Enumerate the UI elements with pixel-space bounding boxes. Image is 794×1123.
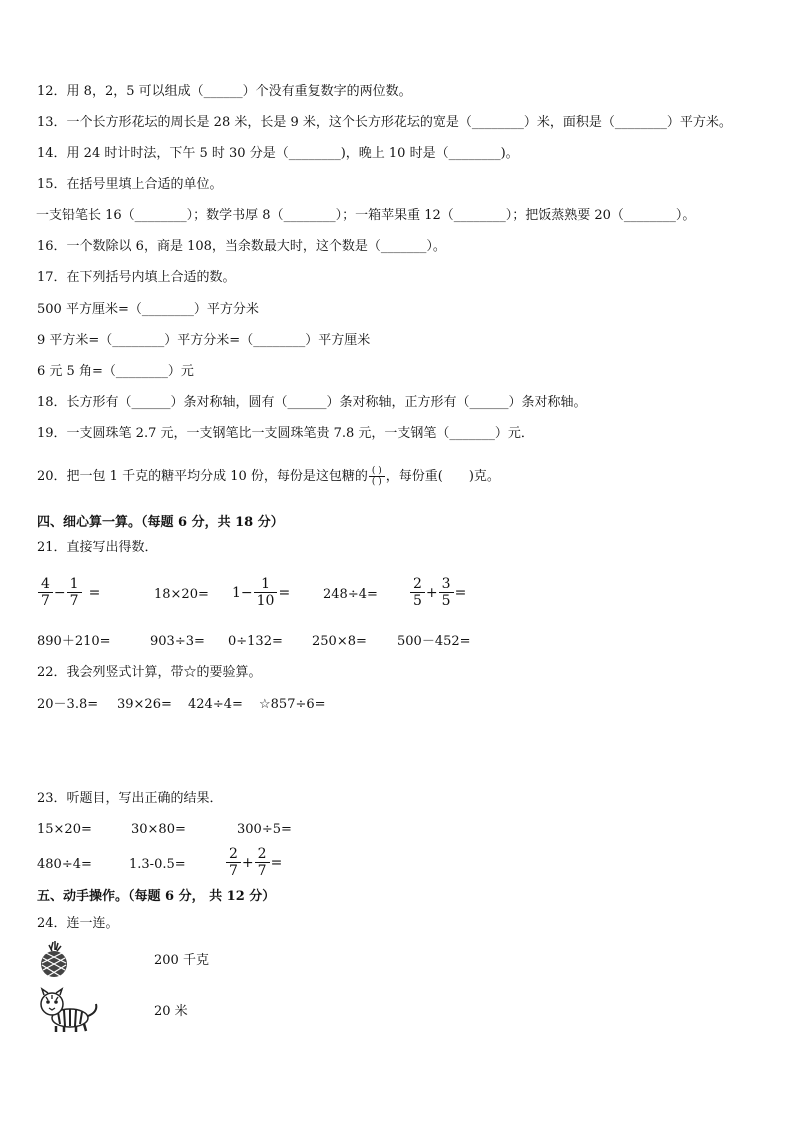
operator: − — [53, 584, 66, 601]
denominator: 10 — [256, 593, 275, 609]
fraction — [410, 576, 425, 609]
calc-expression: ☆857÷6= — [259, 697, 326, 712]
calc-expression: 15×20= — [37, 822, 92, 837]
question-22: 22．我会列竖式计算，带☆的要验算。 — [37, 665, 262, 680]
numerator: 4 — [38, 576, 53, 593]
question-19: 19．一支圆珠笔 2.7 元，一支钢笔比一支圆珠笔贵 7.8 元，一支钢笔（_______）元． — [37, 426, 534, 441]
denominator: 7 — [257, 863, 267, 879]
numerator: 3 — [439, 576, 454, 593]
match-label: 20 米 — [154, 1004, 188, 1019]
calc-expression: 903÷3= — [150, 634, 205, 649]
denominator: 7 — [69, 593, 79, 609]
question-15-blanks: 一支铅笔长 16（________）；数学书厚 8（________）；一箱苹果重 12（________）；把饭蒸熟要 20（________）。 — [36, 208, 696, 223]
question-17: 17．在下列括号内填上合适的数。 — [37, 270, 236, 285]
fraction — [67, 576, 82, 609]
fraction — [255, 846, 270, 879]
question-14: 14．用 24 时计时法，下午 5 时 30 分是（________)，晚上 10 时是（________)。 — [37, 146, 519, 161]
question-15: 15．在括号里填上合适的单位。 — [37, 177, 223, 192]
numerator: 2 — [226, 846, 241, 863]
question-13: 13．一个长方形花坛的周长是 28 米，长是 9 米，这个长方形花坛的宽是（________）米，面积是（________）平方米。 — [37, 115, 732, 130]
calc-expression: 39×26= — [117, 697, 172, 712]
fraction — [254, 576, 278, 609]
calc-expression: 424÷4= — [188, 697, 243, 712]
numerator: 2 — [410, 576, 425, 593]
question-16: 16．一个数除以 6，商是 108，当余数最大时，这个数是（_______）。 — [37, 239, 446, 254]
denominator: 5 — [441, 593, 451, 609]
calc-expression: 20－3.8= — [37, 697, 99, 712]
equals: = — [88, 584, 101, 601]
equals: = — [270, 854, 283, 871]
question-20-text: 20．把一包 1 千克的糖平均分成 10 份，每份是这包糖的 — [37, 469, 368, 484]
denominator: 5 — [413, 593, 422, 609]
tiger-icon — [36, 986, 102, 1034]
question-20 — [37, 466, 500, 487]
fraction — [226, 846, 241, 879]
calc-expression: 1.3-0.5= — [129, 857, 186, 872]
calc-expression: 18×20= — [154, 587, 209, 602]
operand: 1− — [232, 584, 253, 601]
calc-expression: 890＋210= — [37, 634, 111, 649]
question-17-line-3: 6 元 5 角=（________）元 — [37, 364, 194, 379]
section-5-title: 五、动手操作。（每题 6 分， 共 12 分） — [37, 889, 276, 904]
calc-expression: 0÷132= — [228, 634, 283, 649]
numerator: 1 — [254, 576, 278, 593]
question-21: 21．直接写出得数． — [37, 540, 158, 555]
numerator: 2 — [255, 846, 270, 863]
calc-expression: 30×80= — [131, 822, 186, 837]
question-23: 23．听题目，写出正确的结果． — [37, 791, 223, 806]
equals: = — [454, 584, 467, 601]
equals: = — [278, 584, 291, 601]
question-20-tail: ，每份重( )克。 — [385, 469, 500, 484]
denominator: 7 — [229, 863, 238, 879]
fraction — [38, 576, 53, 609]
match-label: 200 千克 — [154, 953, 209, 968]
fraction-denominator: ( ) — [371, 477, 382, 487]
calc-fraction-add — [409, 576, 466, 609]
fraction-numerator: ( ) — [369, 466, 385, 477]
calc-expression: 500－452= — [397, 634, 471, 649]
question-17-line-2: 9 平方米=（________）平方分米=（________）平方厘米 — [37, 333, 371, 348]
calc-fraction-add — [225, 846, 282, 879]
calc-fraction-subtract — [37, 576, 100, 609]
operator: + — [241, 854, 254, 871]
calc-fraction-expression — [232, 576, 290, 609]
calc-expression: 480÷4= — [37, 857, 92, 872]
pineapple-icon — [36, 940, 72, 978]
numerator: 1 — [67, 576, 82, 593]
question-12: 12．用 8，2，5 可以组成（______）个没有重复数字的两位数。 — [37, 84, 412, 99]
question-18: 18．长方形有（______）条对称轴，圆有（______）条对称轴，正方形有（______）条对称轴。 — [37, 395, 587, 410]
question-17-line-1: 500 平方厘米=（________）平方分米 — [37, 302, 259, 317]
fraction-blank — [369, 466, 385, 487]
operator: + — [425, 584, 438, 601]
question-24: 24．连一连。 — [37, 916, 119, 931]
calc-expression: 248÷4= — [323, 587, 378, 602]
section-4-title: 四、细心算一算。（每题 6 分，共 18 分） — [37, 515, 284, 530]
calc-expression: 250×8= — [312, 634, 367, 649]
fraction — [439, 576, 454, 609]
denominator: 7 — [41, 593, 50, 609]
calc-expression: 300÷5= — [237, 822, 292, 837]
